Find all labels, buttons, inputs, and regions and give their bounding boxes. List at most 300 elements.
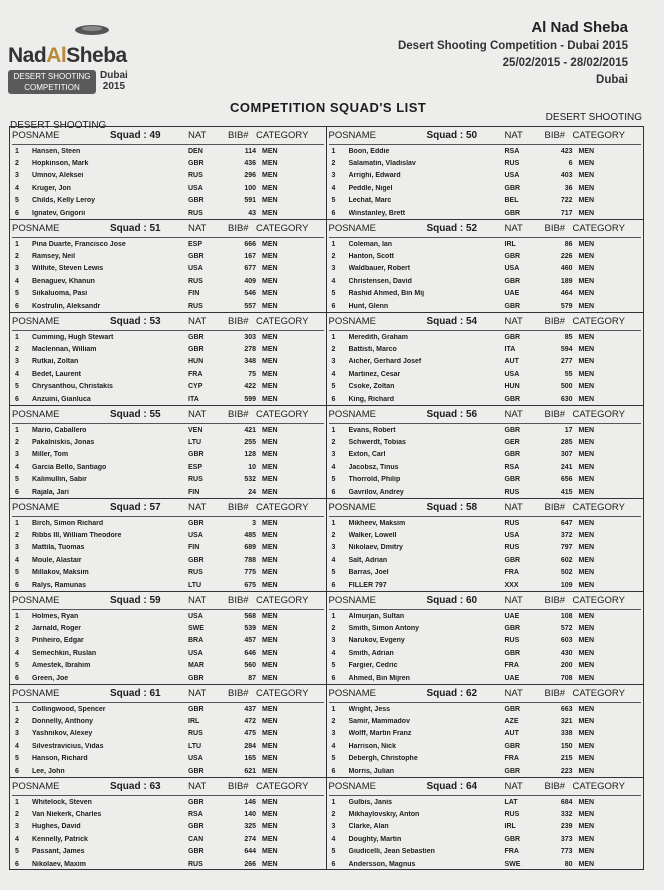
member-pos: 3: [15, 358, 19, 366]
col-nat-header: NAT: [504, 316, 523, 327]
list-item: [12, 753, 326, 765]
member-nat: GBR: [504, 451, 521, 459]
member-pos: 5: [15, 662, 19, 670]
member-pos: 3: [15, 823, 19, 831]
list-item: [12, 542, 326, 554]
member-bib: 215: [560, 755, 573, 763]
member-name: Hansen, Steen: [32, 147, 81, 155]
col-category-header: CATEGORY: [572, 502, 625, 513]
member-name: Narukov, Evgeny: [348, 637, 405, 645]
member-name: Moule, Alastair: [32, 556, 82, 564]
list-item: [12, 461, 326, 473]
member-bib: 43: [248, 209, 256, 217]
member-nat: FIN: [188, 544, 200, 552]
squad-block: [327, 592, 645, 684]
list-item: [329, 517, 644, 529]
member-bib: 460: [560, 265, 573, 273]
col-nat-header: NAT: [188, 316, 207, 327]
member-nat: GBR: [188, 519, 204, 527]
member-category: MEN: [578, 532, 595, 540]
squad-header: [12, 220, 324, 238]
list-item: [12, 740, 326, 752]
member-nat: FIN: [188, 290, 200, 298]
member-pos: 5: [15, 197, 19, 205]
col-nat-header: NAT: [188, 130, 207, 141]
member-bib: 630: [560, 395, 573, 403]
col-category-header: CATEGORY: [256, 688, 309, 699]
member-name: Cumming, Hugh Stewart: [32, 333, 114, 341]
member-category: MEN: [262, 451, 278, 459]
member-pos: 1: [331, 612, 336, 620]
member-name: Smith, Adrian: [348, 649, 394, 657]
member-category: MEN: [262, 637, 278, 645]
member-category: MEN: [262, 860, 278, 868]
member-pos: 2: [331, 718, 336, 726]
member-bib: 500: [560, 383, 573, 391]
member-nat: GBR: [188, 767, 204, 775]
member-name: Childs, Kelly Leroy: [32, 197, 96, 205]
member-name: Christensen, David: [348, 277, 412, 285]
header-event: Desert Shooting Competition - Dubai 2015: [397, 40, 628, 52]
member-nat: RUS: [188, 569, 203, 577]
member-name: Barras, Joel: [348, 569, 389, 577]
member-category: MEN: [262, 476, 278, 484]
member-pos: 6: [331, 488, 336, 496]
member-category: MEN: [578, 718, 595, 726]
member-pos: 6: [15, 674, 19, 682]
squad-title: Squad : 58: [426, 502, 478, 513]
member-bib: 475: [244, 730, 256, 738]
member-bib: 146: [244, 798, 256, 806]
member-pos: 3: [331, 358, 336, 366]
member-nat: GBR: [504, 767, 521, 775]
member-nat: VEN: [188, 426, 203, 434]
member-bib: 284: [244, 742, 256, 750]
member-nat: RSA: [188, 811, 203, 819]
member-name: Doughty, Martin: [348, 835, 402, 843]
member-pos: 4: [331, 835, 336, 843]
member-bib: 373: [560, 835, 573, 843]
member-category: MEN: [578, 755, 595, 763]
member-name: Pakalniskis, Jonas: [32, 439, 95, 447]
member-bib: 666: [244, 240, 256, 248]
member-category: MEN: [262, 370, 278, 378]
member-name: Mattila, Tuomas: [32, 544, 85, 552]
squad-block: [327, 313, 645, 405]
member-category: MEN: [262, 569, 278, 577]
member-name: Hanton, Scott: [348, 253, 394, 261]
col-nat-header: NAT: [504, 595, 523, 606]
col-bib-header: BIB#: [228, 223, 249, 234]
member-name: Ahmed, Bin Mijren: [348, 674, 410, 682]
col-bib-header: BIB#: [544, 688, 566, 699]
member-nat: USA: [188, 184, 203, 192]
member-nat: SWE: [504, 860, 521, 868]
list-item: [329, 796, 644, 808]
member-name: Smith, Simon Antony: [348, 625, 420, 633]
member-name: Kennelly, Patrick: [32, 835, 88, 843]
list-item: [329, 393, 644, 405]
col-nat-header: NAT: [504, 223, 523, 234]
member-pos: 3: [15, 637, 19, 645]
member-nat: GBR: [504, 426, 521, 434]
member-bib: 114: [244, 147, 256, 155]
member-bib: 140: [244, 811, 256, 819]
squad-header: [329, 592, 642, 610]
squad-title: Squad : 59: [110, 595, 161, 606]
member-pos: 5: [15, 848, 19, 856]
member-nat: IRL: [188, 718, 200, 726]
col-name-header: NAME: [348, 316, 376, 327]
member-bib: 75: [248, 370, 256, 378]
member-pos: 5: [331, 197, 336, 205]
member-bib: 464: [560, 290, 573, 298]
member-name: Ignatev, Grigorii: [32, 209, 86, 217]
list-item: [329, 808, 644, 820]
member-pos: 3: [331, 544, 336, 552]
list-item: [329, 343, 644, 355]
member-name: Rutkai, Zoltan: [32, 358, 79, 366]
list-item: [329, 436, 644, 448]
member-bib: 108: [560, 612, 573, 620]
list-item: [329, 660, 644, 672]
member-name: Hughes, David: [32, 823, 81, 831]
member-nat: BRA: [188, 637, 204, 645]
member-name: Pinheiro, Edgar: [32, 637, 84, 645]
member-bib: 109: [560, 581, 573, 589]
member-pos: 1: [15, 333, 19, 341]
member-bib: 274: [244, 835, 256, 843]
member-pos: 6: [331, 302, 336, 310]
member-category: MEN: [578, 209, 595, 217]
col-category-header: CATEGORY: [256, 130, 309, 141]
member-category: MEN: [262, 544, 278, 552]
squad-title: Squad : 53: [110, 316, 161, 327]
member-nat: USA: [504, 532, 520, 540]
member-name: Jarnald, Roger: [32, 625, 82, 633]
list-item: [12, 728, 326, 740]
col-nat-header: NAT: [504, 409, 523, 420]
member-category: MEN: [578, 662, 595, 670]
member-category: MEN: [578, 333, 595, 341]
squad-row: [9, 591, 644, 684]
list-item: [329, 275, 644, 287]
member-nat: BEL: [504, 197, 519, 205]
col-category-header: CATEGORY: [572, 688, 625, 699]
member-pos: 6: [15, 302, 19, 310]
member-category: MEN: [578, 674, 595, 682]
member-category: MEN: [262, 532, 278, 540]
member-bib: 599: [244, 395, 256, 403]
member-nat: USA: [504, 370, 520, 378]
member-pos: 1: [331, 333, 336, 341]
member-bib: 689: [244, 544, 256, 552]
member-category: MEN: [578, 451, 595, 459]
member-nat: RUS: [188, 476, 203, 484]
member-nat: RUS: [504, 160, 520, 168]
squad-header: [329, 685, 642, 703]
member-nat: IRL: [504, 240, 516, 248]
squad-header: [329, 778, 642, 796]
member-name: Thorrold, Philip: [348, 476, 401, 484]
col-pos-header: POS: [328, 595, 349, 606]
list-item: [12, 821, 326, 833]
list-item: [12, 529, 326, 541]
list-item: [329, 157, 644, 169]
member-nat: RUS: [504, 519, 520, 527]
member-pos: 1: [331, 426, 336, 434]
col-nat-header: NAT: [188, 502, 207, 513]
member-bib: 200: [560, 662, 573, 670]
member-nat: LTU: [188, 742, 202, 750]
col-pos-header: POS: [328, 781, 349, 792]
squad-header: [329, 127, 642, 145]
squad-row: [9, 777, 644, 870]
member-nat: LTU: [188, 581, 202, 589]
member-name: Waldbauer, Robert: [348, 265, 411, 273]
member-category: MEN: [262, 197, 278, 205]
member-name: Holmes, Ryan: [32, 612, 79, 620]
squad-block: [9, 592, 327, 684]
col-name-header: NAME: [32, 781, 60, 792]
list-item: [329, 542, 644, 554]
member-name: Garcia Bello, Santiago: [32, 463, 107, 471]
squad-block: [327, 778, 645, 869]
member-nat: RUS: [188, 860, 203, 868]
member-bib: 621: [244, 767, 256, 775]
member-pos: 2: [15, 811, 19, 819]
member-name: Lechat, Marc: [348, 197, 392, 205]
member-category: MEN: [578, 823, 595, 831]
member-pos: 3: [15, 172, 19, 180]
member-name: Amestek, Ibrahim: [32, 662, 91, 670]
list-item: [12, 610, 326, 622]
member-name: Ribbs III, William Theodore: [32, 532, 122, 540]
member-bib: 372: [560, 532, 573, 540]
member-category: MEN: [262, 755, 278, 763]
col-bib-header: BIB#: [544, 223, 566, 234]
member-pos: 6: [15, 395, 19, 403]
member-bib: 338: [560, 730, 573, 738]
member-bib: 602: [560, 556, 573, 564]
member-nat: SWE: [188, 625, 204, 633]
squad-block: [9, 313, 327, 405]
member-bib: 502: [560, 569, 573, 577]
member-nat: USA: [504, 172, 520, 180]
member-nat: MAR: [188, 662, 204, 670]
member-nat: RUS: [188, 209, 203, 217]
list-item: [12, 796, 326, 808]
member-nat: RUS: [188, 172, 203, 180]
member-category: MEN: [262, 798, 278, 806]
list-item: [12, 846, 326, 858]
list-item: [329, 846, 644, 858]
member-pos: 4: [331, 463, 336, 471]
member-category: MEN: [578, 395, 595, 403]
member-bib: 663: [560, 705, 573, 713]
member-category: MEN: [578, 848, 595, 856]
member-name: Gulbis, Janis: [348, 798, 393, 806]
list-item: [12, 368, 326, 380]
member-category: MEN: [262, 705, 278, 713]
member-name: Coleman, Ian: [348, 240, 393, 248]
col-name-header: NAME: [32, 688, 60, 699]
member-category: MEN: [578, 383, 595, 391]
member-name: Gavrilov, Andrey: [348, 488, 404, 496]
member-category: MEN: [262, 160, 278, 168]
list-item: [329, 424, 644, 436]
list-item: [329, 610, 644, 622]
member-nat: GBR: [188, 253, 204, 261]
member-bib: 150: [560, 742, 573, 750]
member-pos: 2: [15, 439, 19, 447]
member-pos: 4: [15, 184, 19, 192]
member-pos: 3: [331, 172, 336, 180]
member-pos: 3: [331, 823, 336, 831]
member-name: Kostrulin, Aleksandr: [32, 302, 101, 310]
member-bib: 457: [244, 637, 256, 645]
member-pos: 1: [331, 519, 336, 527]
member-pos: 2: [331, 811, 336, 819]
member-category: MEN: [262, 649, 278, 657]
member-nat: FRA: [188, 370, 203, 378]
member-name: King, Richard: [348, 395, 395, 403]
member-nat: HUN: [504, 383, 520, 391]
list-item: [12, 170, 326, 182]
member-pos: 5: [331, 476, 336, 484]
member-category: MEN: [578, 581, 595, 589]
member-pos: 4: [15, 277, 19, 285]
member-nat: USA: [188, 532, 203, 540]
member-pos: 3: [15, 730, 19, 738]
member-name: Kalimullin, Sabir: [32, 476, 87, 484]
squad-block: [327, 220, 645, 312]
member-name: Meredith, Graham: [348, 333, 409, 341]
member-bib: 165: [244, 755, 256, 763]
member-category: MEN: [262, 463, 278, 471]
squad-header: [12, 499, 324, 517]
member-bib: 332: [560, 811, 573, 819]
member-bib: 594: [560, 346, 573, 354]
member-category: MEN: [262, 767, 278, 775]
member-nat: GBR: [504, 649, 521, 657]
member-bib: 255: [244, 439, 256, 447]
member-bib: 36: [564, 184, 573, 192]
member-pos: 1: [15, 519, 19, 527]
squad-row: [9, 219, 644, 312]
member-name: Chrysanthou, Christakis: [32, 383, 113, 391]
member-bib: 409: [244, 277, 256, 285]
member-pos: 4: [331, 370, 336, 378]
member-name: Ralys, Ramunas: [32, 581, 87, 589]
col-pos-header: POS: [12, 595, 33, 606]
member-name: Bedet, Laurent: [32, 370, 82, 378]
squad-header: [12, 313, 324, 331]
member-bib: 3: [252, 519, 256, 527]
member-name: Rajala, Jari: [32, 488, 69, 496]
squad-title: Squad : 57: [110, 502, 161, 513]
member-nat: RUS: [504, 544, 520, 552]
member-nat: FRA: [504, 569, 519, 577]
member-nat: RSA: [504, 463, 520, 471]
member-name: Boon, Eddie: [348, 147, 390, 155]
discipline-tag-right: DESERT SHOOTING: [545, 112, 642, 123]
col-category-header: CATEGORY: [572, 223, 625, 234]
member-nat: AUT: [504, 358, 519, 366]
member-nat: GBR: [504, 625, 521, 633]
member-pos: 5: [331, 569, 336, 577]
squad-row: [9, 684, 644, 777]
member-bib: 572: [560, 625, 573, 633]
member-pos: 3: [331, 451, 336, 459]
member-nat: GBR: [504, 253, 521, 261]
member-bib: 24: [248, 488, 256, 496]
member-category: MEN: [578, 730, 595, 738]
col-bib-header: BIB#: [228, 595, 249, 606]
member-bib: 647: [560, 519, 573, 527]
member-nat: FRA: [504, 848, 519, 856]
list-item: [329, 715, 644, 727]
member-bib: 591: [244, 197, 256, 205]
member-nat: GBR: [188, 705, 204, 713]
member-category: MEN: [578, 556, 595, 564]
member-nat: GBR: [188, 197, 204, 205]
member-pos: 1: [15, 426, 19, 434]
member-pos: 6: [331, 674, 336, 682]
member-category: MEN: [578, 426, 595, 434]
member-bib: 532: [244, 476, 256, 484]
list-item: [329, 368, 644, 380]
list-item: [12, 275, 326, 287]
member-name: Mario, Caballero: [32, 426, 87, 434]
member-nat: GBR: [188, 823, 204, 831]
col-nat-header: NAT: [504, 781, 523, 792]
list-item: [12, 808, 326, 820]
member-name: Green, Joe: [32, 674, 69, 682]
col-bib-header: BIB#: [544, 502, 566, 513]
member-name: Clarke, Alan: [348, 823, 389, 831]
member-bib: 80: [564, 860, 573, 868]
member-bib: 307: [560, 451, 573, 459]
document-title: COMPETITION SQUAD'S LIST: [230, 100, 427, 115]
member-bib: 684: [560, 798, 573, 806]
col-category-header: CATEGORY: [572, 595, 625, 606]
member-name: Fargier, Cedric: [348, 662, 398, 670]
list-item: [329, 170, 644, 182]
member-category: MEN: [262, 253, 278, 261]
col-category-header: CATEGORY: [256, 223, 309, 234]
member-nat: GBR: [188, 798, 204, 806]
member-pos: 6: [15, 581, 19, 589]
event-logo: [6, 22, 136, 98]
member-name: Salamatin, Vladislav: [348, 160, 416, 168]
member-category: MEN: [578, 705, 595, 713]
col-name-header: NAME: [348, 502, 376, 513]
member-category: MEN: [262, 625, 278, 633]
member-category: MEN: [578, 160, 595, 168]
member-nat: GBR: [504, 333, 521, 341]
member-name: Jacobsz, Tinus: [348, 463, 399, 471]
list-item: [12, 331, 326, 343]
member-category: MEN: [262, 346, 278, 354]
member-name: Lee, John: [32, 767, 65, 775]
squad-block: [9, 127, 327, 219]
member-nat: GBR: [504, 302, 521, 310]
member-pos: 4: [331, 277, 336, 285]
squad-header: [12, 592, 324, 610]
squad-title: Squad : 54: [426, 316, 478, 327]
member-name: Martinez, Cesar: [348, 370, 401, 378]
